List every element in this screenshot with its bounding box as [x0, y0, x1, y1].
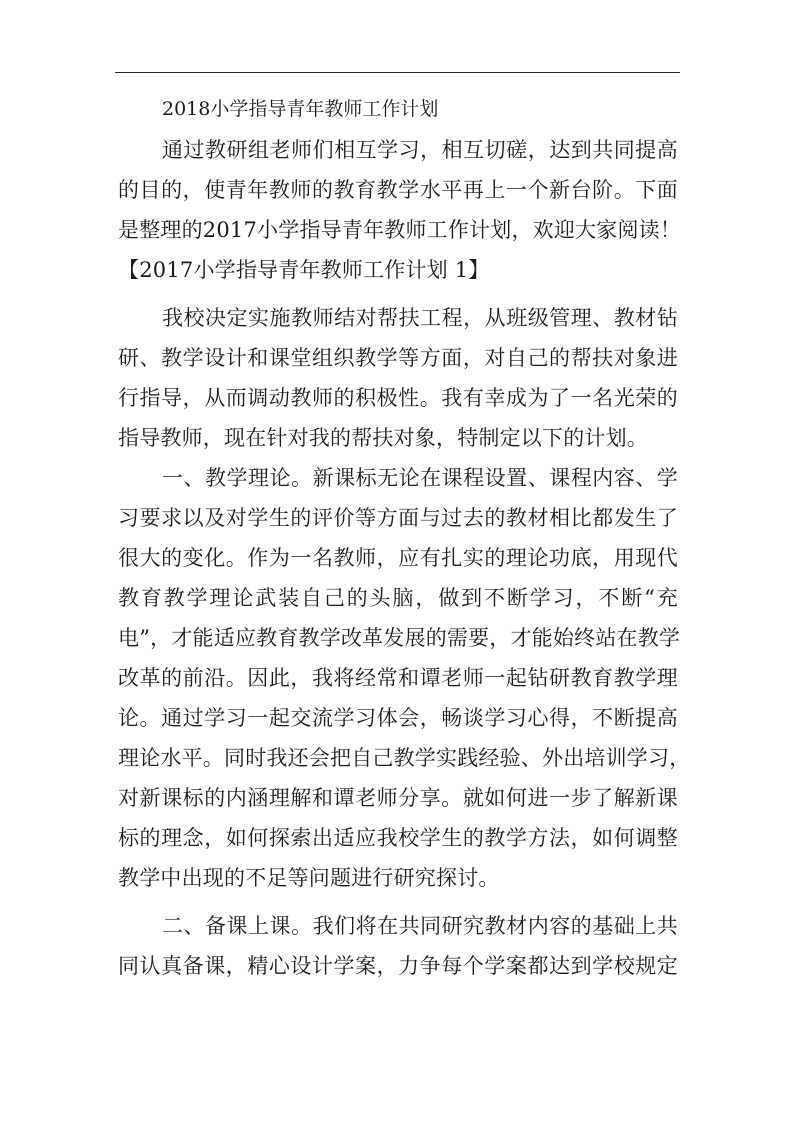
paragraph-line: 二、备课上课。我们将在共同研究教材内容的基础上共 — [162, 914, 678, 938]
paragraph-line: 同认真备课，精心设计学案，力争每个学案都达到学校规定 — [118, 954, 678, 978]
paragraph-line: 理论水平。同时我还会把自己教学实践经验、外出培训学习， — [118, 746, 691, 770]
intro-line: 的目的，使青年教师的教育教学水平再上一个新台阶。下面 — [118, 178, 678, 202]
paragraph-line: 电”，才能适应教育教学改革发展的需要，才能始终站在教学 — [118, 626, 681, 650]
paragraph-line: 教学中出现的不足等问题进行研究探讨。 — [118, 866, 500, 890]
paragraph-line: 标的理念，如何探索出适应我校学生的教学方法，如何调整 — [118, 826, 678, 850]
paragraph-line: 一、教学理论。新课标无论在课程设置、课程内容、学 — [162, 466, 678, 490]
paragraph-line: 我校决定实施教师结对帮扶工程，从班级管理、教材钻 — [162, 306, 678, 330]
paragraph-line: 很大的变化。作为一名教师，应有扎实的理论功底，用现代 — [118, 546, 678, 570]
document-body — [118, 130, 691, 986]
paragraph-line: 习要求以及对学生的评价等方面与过去的教材相比都发生了 — [118, 506, 678, 530]
paragraph-line: 行指导，从而调动教师的积极性。我有幸成为了一名光荣的 — [118, 386, 678, 410]
paragraph-line: 教育教学理论武装自己的头脑，做到不断学习，不断“充 — [118, 586, 678, 610]
section-heading: 【2017小学指导青年教师工作计划 1】 — [118, 258, 490, 282]
header-rule — [115, 72, 680, 73]
paragraph-line: 改革的前沿。因此，我将经常和谭老师一起钻研教育教学理 — [118, 666, 678, 690]
paragraph-line: 对新课标的内涵理解和谭老师分享。就如何进一步了解新课 — [118, 786, 678, 810]
paragraph-line: 研、教学设计和课堂组织教学等方面，对自己的帮扶对象进 — [118, 346, 678, 370]
intro-line: 是整理的2017小学指导青年教师工作计划，欢迎大家阅读！ — [118, 218, 682, 242]
intro-line: 通过教研组老师们相互学习，相互切磋，达到共同提高 — [162, 138, 678, 162]
document-title: 2018小学指导青年教师工作计划 — [162, 98, 439, 120]
paragraph-line: 论。通过学习一起交流学习体会，畅谈学习心得，不断提高 — [118, 706, 678, 730]
paragraph-line: 指导教师，现在针对我的帮扶对象，特制定以下的计划。 — [118, 426, 648, 450]
